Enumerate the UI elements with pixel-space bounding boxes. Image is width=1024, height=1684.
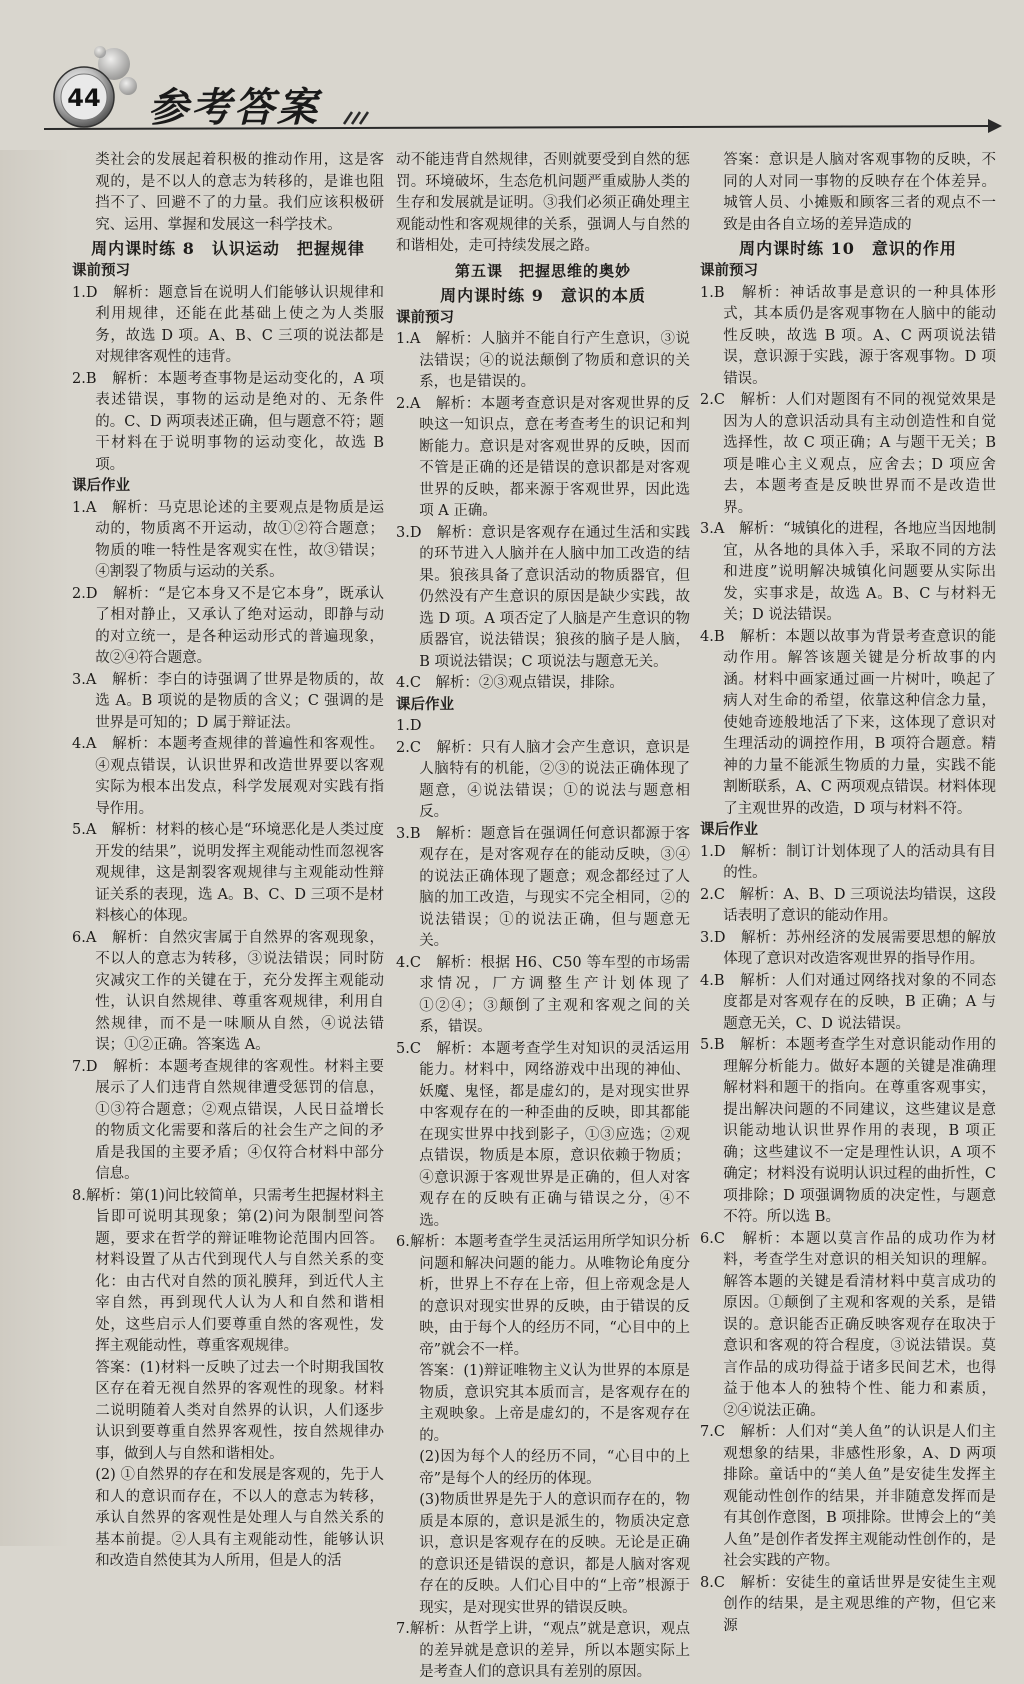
answer-item: 4.B 解析：本题以故事为背景考查意识的能动作用。解答该题关键是分析故事的内涵。材料中画家通过画一片树叶，唤起了病人对生命的希望，依靠这种信念力量，使她奇迹般地活了下来，这体现了意识对生理活动的调控作用，B 项符合题意。精神的力量不能派生物质的力量，实践不能割断联系，A、C 两项观点错误。材料体现了主观世界的改造，D 项与材料不符。 [700,628,996,817]
answer-item: 3.D 解析：苏州经济的发展需要思想的解放体现了意识对改造客观世界的指导作用。 [700,929,996,967]
header-arrow [988,119,1002,133]
answer-paragraph: 答案：意识是人脑对客观事物的反映，不同的人对同一事物的反映存在个体差异。城管人员、小摊贩和顾客三者的观点不一致是由各自立场的差异造成的 [723,152,996,233]
answer-paragraph: 动不能违背自然规律，否则就要受到自然的惩罚。环境破坏，生态危机问题严重威胁人类的生存和发展就是证明。③我们必须正确处理主观能动性和客观规律的关系，强调人与自然的和谐相处，走可持续发展之路。 [396,152,690,254]
answer-item: 2.D 解析：“是它本身又不是它本身”，既承认了相对静止，又承认了绝对运动，即静与动的对立统一，是各种运动形式的普遍现象，故②④符合题意。 [72,585,384,666]
section-title: 参考答案 [148,85,320,131]
answer-item: 3.B 解析：题意旨在强调任何意识都源于客观存在，是对客观存在的能动反映，③④的说法正确体现了题意；观念都经过了人脑的加工改造，与现实不完全相同，②的说法错误；①的说法正确，但与题意无关。 [396,825,690,949]
section-subheading: 课后作业 [700,822,758,838]
answer-item: 4.C 解析：②③观点错误，排除。 [396,675,624,691]
answer-item: 6.C 解析：本题以莫言作品的成功作为材料，考查学生对意识的相关知识的理解。解答本题的关键是看清材料中莫言成功的原因。①颠倒了主观和客观的关系，是错误的。意识能否正确反映客观存在取决于意识和客观的符合程度，③说法错误。莫言作品的成功得益于诸多民间艺术，也得益于他本人的独特个性、能力和素质，②④说法正确。 [700,1230,996,1419]
exercise-heading: 周内课时练 10 意识的作用 [739,239,957,258]
answer-item: 3.D 解析：意识是客观存在通过生活和实践的环节进入人脑并在人脑中加工改造的结果。狼孩具备了意识活动的物质器官，但仍然没有产生意识的原因是缺少实践，故选 D 项。A 项否定了人脑是产生意识的物质器官，说法错误；狼孩的脑子是人脑，B 项说法错误；C 项说法与题意无关。 [396,524,690,670]
answer-item: 5.B 解析：本题考查学生对意识能动作用的理解分析能力。做好本题的关键是准确理解材料和题干的指向。在尊重客观事实，提出解决问题的不同建议，这些建议是意识能动地认识世界作用的表现，B 项正确；这些建议不一定是理性认识，A 项不确定；材料没有说明认识过程的曲折性，C 项排除；D 项强调物质的决定性，与题意不符。所以选 B。 [700,1037,996,1225]
answer-item: 1.D 解析：制订计划体现了人的活动具有目的性。 [700,843,996,881]
answer-item: 2.B 解析：本题考查事物是运动变化的，A 项表述错误，事物的运动是绝对的、无条件的。C、D 两项表述正确，但与题意不符；题干材料在于说明事物的运动变化，故选 B 项。 [72,370,384,473]
answer-item: 1.A 解析：马克思论述的主要观点是物质是运动的，物质离不开运动，故①②符合题意；物质的唯一特性是客观实在性，故③错误；④割裂了物质与运动的关系。 [72,499,384,580]
bubble-medium [119,77,137,95]
lesson-heading: 第五课 把握思维的奥妙 [454,261,631,280]
page-number: 44 [67,84,101,112]
answer-item: 2.C 解析：A、B、D 三项说法均错误，这段话表明了意识的能动作用。 [700,886,996,924]
answer-paragraph: (2)因为每个人的经历不同，“心目中的上帝”是每个人的经历的体现。 [419,1449,690,1487]
bubble-small [94,46,106,58]
answer-column-1 [72,150,384,1573]
answer-item: 2.C 解析：人们对题图有不同的视觉效果是因为人的意识活动具有主动创造性和自觉选择性，故 C 项正确；A 与题干无关；B 项是唯心主义观点，应舍去；D 项应舍去，本题考查是反映世界而不是改造世界。 [700,392,996,516]
answer-item: 6.解析：本题考查学生灵活运用所学知识分析问题和解决问题的能力。从唯物论角度分析，世界上不存在上帝，但上帝观念是人的意识对现实世界的反映，由于错误的反映，由于每个人的经历不同，“心目中的上帝”就会不一样。 [396,1234,690,1358]
page-margin-shade [0,150,70,1546]
section-subheading: 课后作业 [72,478,130,494]
answer-column-3 [700,150,996,1637]
answer-item: 6.A 解析：自然灾害属于自然界的客观现象，不以人的意志为转移，③说法错误；同时防灾减灾工作的关键在于，充分发挥主观能动性，认识自然规律、尊重客观规律，利用自然规律，而不是一味顺从自然，④说法错误；①②正确。答案选 A。 [72,929,384,1053]
exercise-heading: 周内课时练 9 意识的本质 [440,285,646,305]
answer-column-2 [396,150,690,1684]
answer-item: 4.A 解析：本题考查规律的普遍性和客观性。④观点错误，认识世界和改造世界要以客观实际为根本出发点，科学发展观对实践有指导作用。 [72,736,384,817]
answer-item: 2.A 解析：本题考查意识是对客观世界的反映这一知识点，意在考查考生的识记和判断能力。意识是对客观世界的反映，因而不管是正确的还是错误的意识都是对客观世界的反映，都来源于客观世界，因此选项 A 正确。 [396,395,690,519]
answer-item: 1.A 解析：人脑并不能自行产生意识，③说法错误；④的说法颠倒了物质和意识的关系，也是错误的。 [396,331,690,390]
answer-item: 4.B 解析：人们对通过网络找对象的不同态度都是对客观存在的反映，B 正确；A 与题意无关，C、D 说法错误。 [700,972,996,1032]
answer-item: 1.D 解析：题意旨在说明人们能够认识规律和利用规律，还能在此基础上使之为人类服务，故选 D 项。A、B、C 三项的说法都是对规律客观性的违背。 [72,284,384,365]
answer-item: 3.A 解析：李白的诗强调了世界是物质的，故选 A。B 项说的是物质的含义；C 强调的是世界是可知的；D 属于辩证法。 [72,671,384,731]
section-subheading: 课前预习 [700,263,758,279]
answer-paragraph: 类社会的发展起着积极的推动作用，这是客观的，是不以人的意志为转移的，是谁也阻挡不了、回避不了的力量。我们应该积极研究、运用、掌握和发展这一科学技术。 [95,152,384,233]
section-subheading: 课后作业 [396,696,454,713]
answer-paragraph: 答案：(1)辩证唯物主义认为世界的本原是物质，意识究其本质而言，是客观存在的主观映象。上帝是虚幻的，不是客观存在的。 [419,1363,690,1444]
answer-paragraph: 答案：(1)材料一反映了过去一个时期我国牧区存在着无视自然界的客观性的现象。材料二说明随着人类对自然界的认识，人们逐步认识到要尊重自然界客观性，按自然规律办事，做到人与自然和谐相处。 [95,1359,384,1462]
answer-item: 7.解析：从哲学上讲，“观点”就是意识，观点的差异就是意识的差异，所以本题实际上是考查人们的意识具有差别的原因。 [396,1621,690,1680]
answer-item: 5.A 解析：材料的核心是“环境恶化是人类过度开发的结果”，说明发挥主观能动性而忽视客观规律，这是割裂客观规律与主观能动性辩证关系的表现，选 A。B、C、D 三项不是材料核心的体现。 [72,822,384,924]
answer-item: 7.D 解析：本题考查规律的客观性。材料主要展示了人们违背自然规律遭受惩罚的信息，①③符合题意；②观点错误，人民日益增长的物质文化需要和落后的社会生产之间的矛盾是我国的主要矛盾；④仅符合材料中部分信息。 [72,1058,384,1182]
answer-paragraph: (3)物质世界是先于人的意识而存在的，物质是本原的，意识是派生的，物质决定意识，意识是客观存在的反映。无论是正确的意识还是错误的意识，都是人脑对客观存在的反映。人们心目中的“上帝”根源于现实，是对现实世界的错误反映。 [419,1492,690,1616]
answer-item: 8.解析：第(1)问比较简单，只需考生把握材料主旨即可说明其现象；第(2)问为限制型问答题，要求在哲学的辩证唯物论范围内回答。材料设置了从古代到现代人与自然关系的变化：由古代对自然的顶礼膜拜，到近代人主宰自然，再到现代人认为人和自然和谐相处，这些启示人们要尊重自然的客观性，发挥主观能动性，尊重客观规律。 [72,1187,384,1354]
answer-paragraph: (2) ①自然界的存在和发展是客观的，先于人和人的意识而存在，不以人的意志为转移，承认自然界的客观性是处理人与自然关系的基本前提。②人具有主观能动性，能够认识和改造自然使其为人所用，但是人的活 [95,1467,384,1569]
section-subheading: 课前预习 [396,309,454,326]
answer-item: 1.D [396,718,422,734]
answer-item: 7.C 解析：人们对“美人鱼”的认识是人们主观想象的结果，非感性形象，A、D 两项排除。童话中的“美人鱼”是安徒生发挥主观能动性创作的结果，并非随意发挥而是有其创作意图，B 项排除。世博会上的“美人鱼”是创作者发挥主观能动性创作的，是社会实践的产物。 [700,1424,996,1569]
section-subheading: 课前预习 [72,263,130,279]
answer-item: 2.C 解析：只有人脑才会产生意识，意识是人脑特有的机能，②③的说法正确体现了题意，④说法错误；①的说法与题意相反。 [396,739,690,820]
exercise-heading: 周内课时练 8 认识运动 把握规律 [91,239,365,258]
page-header [0,0,1024,150]
answer-item: 1.B 解析：神话故事是意识的一种具体形式，其本质仍是客观事物在人脑中的能动性反映，故选 B 项。A、C 两项说法错误，意识源于实践，源于客观事物。D 项错误。 [700,284,996,387]
answer-item: 5.C 解析：本题考查学生对知识的灵活运用能力。材料中，网络游戏中出现的神仙、妖魔、鬼怪，都是虚幻的，是对现实世界中客观存在的一种歪曲的反映，即其都能在现实世界中找到影子，①③应选；②观点错误，物质是本原，意识依赖于物质；④意识源于客观世界是正确的，但人对客观存在的反映有正确与错误之分，④不选。 [396,1040,690,1229]
answer-item: 3.A 解析：“城镇化的进程，各地应当因地制宜，从各地的具体入手，采取不同的方法和进度”说明解决城镇化问题要从实际出发，实事求是，故选 A。B、C 与材料无关；D 说法错误。 [700,521,996,623]
answer-item: 4.C 解析：根据 H6、C50 等车型的市场需求情况，厂方调整生产计划体现了①②④；③颠倒了主观和客观之间的关系，错误。 [396,954,690,1035]
answer-item: 8.C 解析：安徒生的童话世界是安徒生主观创作的结果，是主观思维的产物，但它来源 [700,1574,996,1634]
